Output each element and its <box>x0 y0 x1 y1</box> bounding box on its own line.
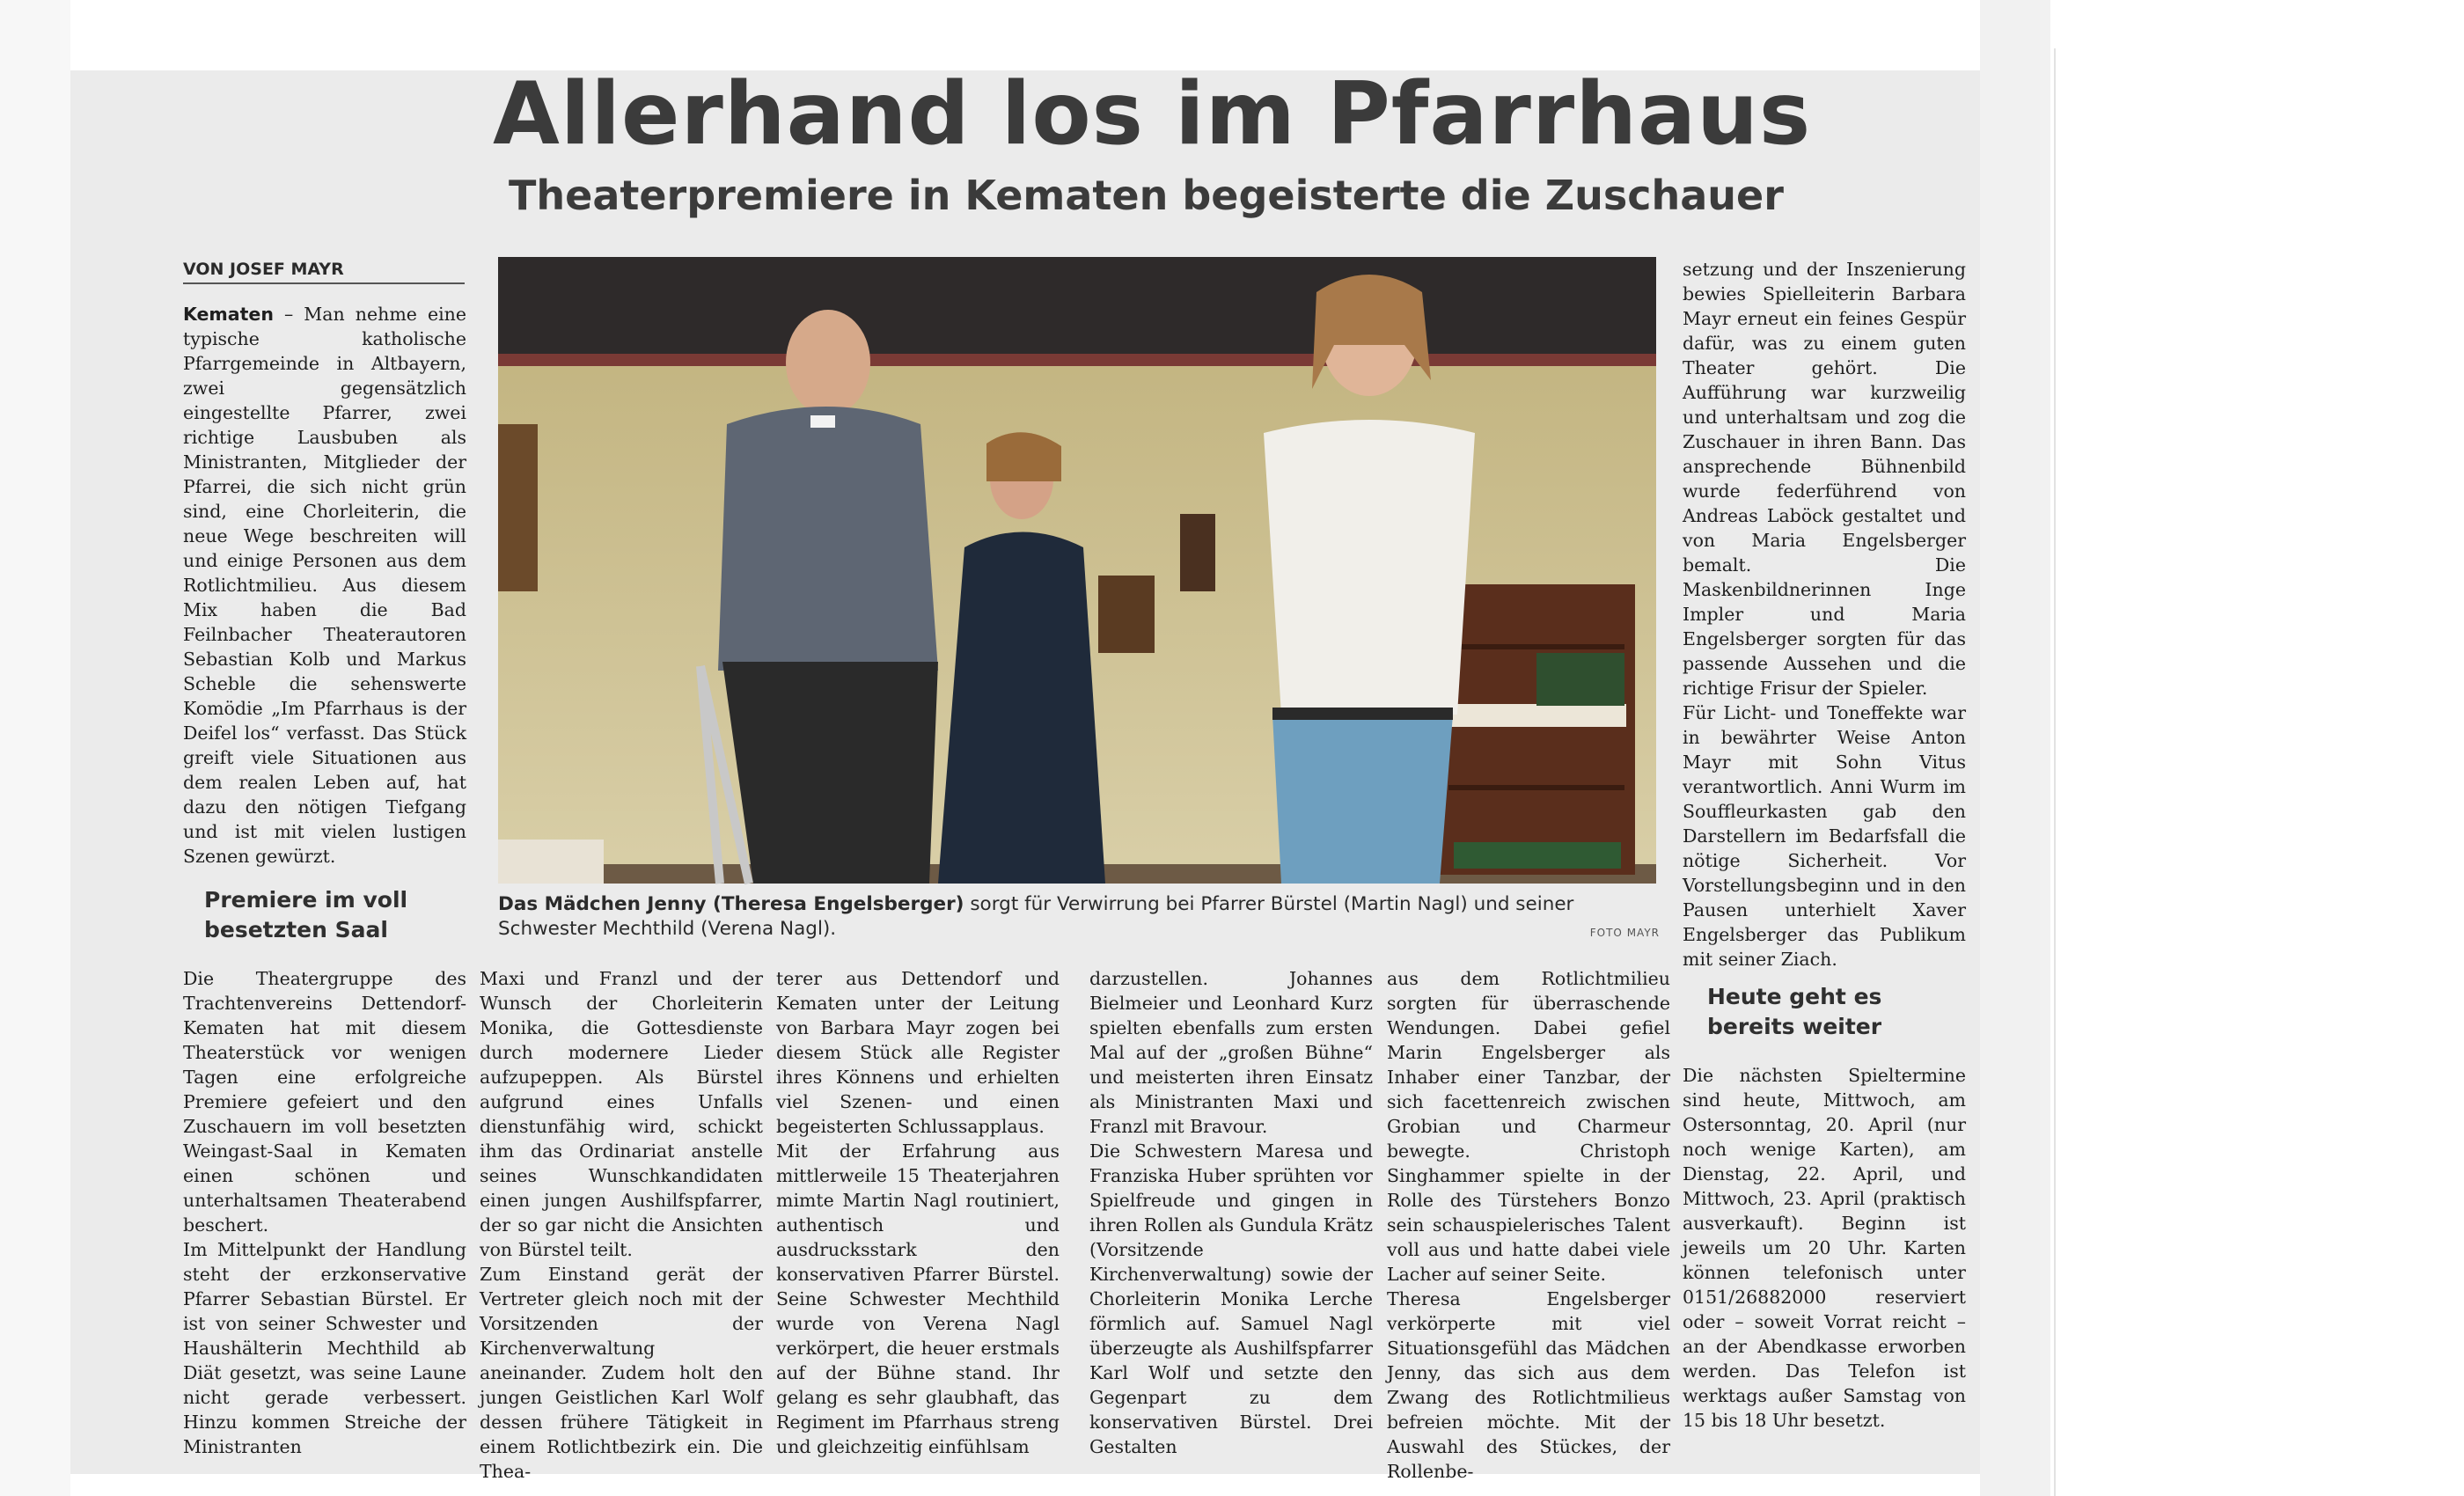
caption-text: sorgt für Verwirrung bei Pfarrer Bürstel (Martin Nagl) und seiner Schwester Mechthild (Verena Nagl). <box>498 893 1574 940</box>
photo-table <box>498 840 604 884</box>
photo-credit: FOTO MAYR <box>1589 927 1660 939</box>
scan-background-right <box>1980 0 2050 1496</box>
photo-books <box>1536 653 1624 706</box>
body-column-1: Die Theatergruppe des Trachtenvereins Dettendorf-Kematen hat mit diesem Theaterstück vor wenigen Tagen eine erfolgreiche Premiere gefeiert und den Zuschauern im voll besetzten Weingast-Saal in Kematen einen schönen und unterhaltsamen Theaterabend beschert. Im Mittelpunkt der Handlung steht der erzkonservative Pfarrer Sebastian Bürstel. Er ist von seiner Schwester und Haushälterin Mechthild ab Diät gesetzt, was seine Laune nicht gerade verbessert. Hinzu kommen Streiche der Ministranten <box>183 968 466 1457</box>
body-column-5: aus dem Rotlichtmilieu sorgten für überraschende Wendungen. Dabei gefiel Marin Engelsberger als Inhaber einer Tanzbar, der sich facettenreich zwischen Grobian und Charmeur bewegte. Christoph Singhammer spielte in der Rolle des Türstehers Bonzo sein schauspielerisches Talent voll aus und hatte dabei viele Lacher auf seiner Seite. Theresa Engelsberger verkörperte mit viel Situationsgefühl das Mädchen Jenny, das sich aus dem Zwang des Rotlichtmilieus befreien möchte. Mit der Auswahl des Stückes, der Rollenbe- <box>1387 968 1670 1482</box>
photo-caption <box>498 892 1660 942</box>
bleed-through-left <box>123 106 458 282</box>
photo-ceiling <box>498 257 1656 354</box>
photo-lace-doily <box>1445 704 1626 727</box>
stage-photo <box>498 257 1656 884</box>
caption-names: Das Mädchen Jenny (Theresa Engelsberger) <box>498 893 964 915</box>
subheadline: Theaterpremiere in Kematen begeisterte die Zuschauer <box>509 172 1784 219</box>
body-column-4: darzustellen. Johannes Bielmeier und Leonhard Kurz spielten ebenfalls zum ersten Mal auf der „großen Bühne“ und meisterten ihren Einsatz als Ministranten Maxi und Franzl mit Bravour. Die Schwestern Maresa und Franziska Huber sprühten vor Spielfreude und gingen in ihren Rollen als Gundula Krätz (Vorsitzende Kirchenverwaltung) sowie der Chorleiterin Monika Lerche förmlich auf. Samuel Nagl überzeugte als Aushilfspfarrer Karl Wolf und setzte den Gegenpart zu dem konservativen Bürstel. Drei Gestalten <box>1089 968 1373 1457</box>
photo-actor-sister-dress <box>938 532 1105 884</box>
section-heading-weiter: Heute geht es bereits weiter <box>1707 984 1882 1039</box>
photo-clerical-collar <box>810 415 835 428</box>
headline: Allerhand los im Pfarrhaus <box>493 64 1812 165</box>
photo-belt <box>1272 708 1453 720</box>
stage-photo-illustration <box>498 257 1656 884</box>
photo-shelf-board <box>1448 644 1624 649</box>
section-heading-premiere: Premiere im voll besetzten Saal <box>204 887 408 942</box>
photo-books <box>1454 842 1621 869</box>
lead-paragraph <box>183 302 466 874</box>
scan-background-left <box>0 0 70 1496</box>
photo-actor-priest-shirt <box>718 407 938 671</box>
photo-picture-frame <box>1098 576 1155 653</box>
photo-bookshelf <box>1436 584 1635 875</box>
photo-actor-priest-head <box>786 310 870 415</box>
photo-actor-girl-jeans <box>1272 715 1453 884</box>
lead-text: – Man nehme eine typische katholische Pfarrgemeinde in Altbayern, zwei gegensätzlich eingestellte Pfarrer, zwei richtige Lausbuben als Ministranten, Mitglieder der Pfarrei, die sich nicht grün sind, eine Chorleiterin, die neue Wege beschreiten will und einige Personen aus dem Rotlichtmilieu. Aus diesem Mix haben die Bad Feilnbacher Theaterautoren Sebastian Kolb und Markus Scheble die sehenswerte Komödie „Im Pfarrhaus is der Deifel los“ verfasst. Das Stück greift viele Situationen aus dem realen Leben auf, hat dazu den nötigen Tiefgang und ist mit vielen lustigen Szenen gewürzt. <box>183 304 466 867</box>
photo-wall-trim <box>498 354 1656 366</box>
right-column-top: setzung und der Inszenierung bewies Spielleiterin Barbara Mayr erneut ein feines Gespür dafür, was zu einem guten Theater gehört. Die Aufführung war kurzweilig und unterhaltsam und zog die Zuschauer in ihren Bann. Das ansprechende Bühnenbild wurde federführend von Andreas Laböck gestaltet und von Maria Engelsberger bemalt. Die Maskenbildnerinnen Inge Impler und Maria Engelsberger sorgten für das passende Aussehen und die richtige Frisur der Spieler. Für Licht- und Toneffekte war in bewährter Weise Anton Mayr mit Sohn Vitus verantwortlich. Anni Wurm im Souffleurkasten gab den Darstellern im Bedarfsfall die nötige Sicherheit. Vor Vorstellungsbeginn und in den Pausen unterhielt Xaver Engelsberger das Publikum mit seiner Ziach. <box>1683 259 1966 970</box>
photo-picture-frame <box>498 424 538 591</box>
photo-actor-priest-trousers <box>722 662 938 884</box>
right-column-bottom: Die nächsten Spieltermine sind heute, Mittwoch, am Ostersonntag, 20. April (nur noch wenige Karten), am Dienstag, 22. April, und Mittwoch, 23. April (praktisch ausverkauft). Beginn ist jeweils um 20 Uhr. Karten können telefonisch unter 0151/26882000 reserviert oder – soweit Vorrat reicht – an der Abendkasse erworben werden. Das Telefon ist werktags außer Samstag von 15 bis 18 Uhr besetzt. <box>1683 1065 1966 1431</box>
byline: VON JOSEF MAYR <box>183 256 465 284</box>
body-column-3: terer aus Dettendorf und Kematen unter der Leitung von Barbara Mayr zogen bei diesem Stück alle Register ihres Könnens und erhielten viel Szenen- und einen begeisterten Schlussapplaus. Mit der Erfahrung aus mittlerweile 15 Theaterjahren mimte Martin Nagl routiniert, authentisch und ausdrucksstark den konservativen Pfarrer Bürstel. Seine Schwester Mechthild wurde von Verena Nagl verkörpert, die heuer erstmals auf der Bühne stand. Ihr gelang es sehr glaubhaft, das Regiment im Pfarrhaus streng und gleichzeitig einfühlsam <box>776 968 1060 1457</box>
scan-page-edge <box>2054 48 2056 1496</box>
photo-picture-frame <box>1180 514 1215 591</box>
dateline: Kematen <box>183 304 274 325</box>
photo-shelf-board <box>1448 785 1624 790</box>
body-column-2: Maxi und Franzl und der Wunsch der Chorleiterin Monika, die Gottesdienste durch modernere Lieder aufzupeppen. Als Bürstel aufgrund eines Unfalls dienstunfähig wird, schickt ihm das Ordinariat anstelle seines Wunschkandidaten einen jungen Aushilfspfarrer, der so gar nicht die Ansichten von Bürstel teilt. Zum Einstand gerät der Vertreter gleich noch mit der Vorsitzenden der Kirchenverwaltung aneinander. Zudem holt den jungen Geistlichen Karl Wolf dessen frühere Tätigkeit in einem Rotlichtbezirk ein. Die Thea- <box>480 968 763 1482</box>
photo-actor-girl-shirt <box>1264 420 1475 715</box>
